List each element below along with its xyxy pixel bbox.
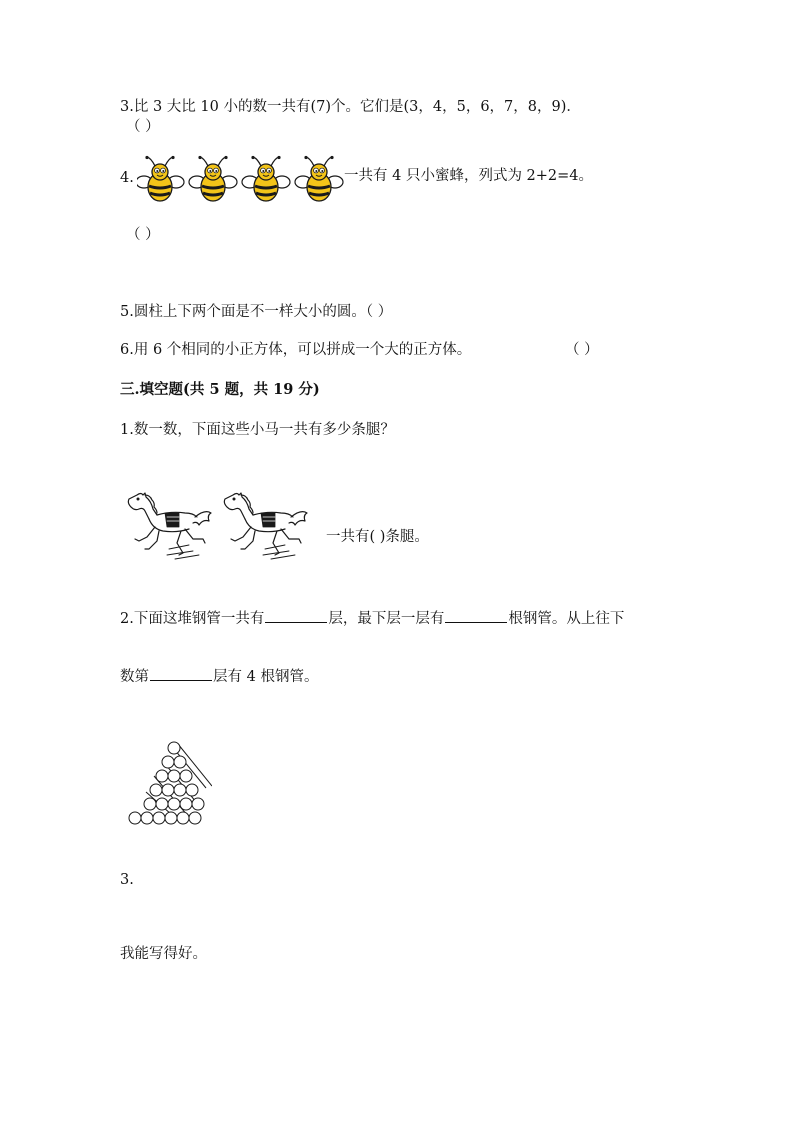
bee-2 <box>189 156 237 201</box>
fill-q2-line2 <box>120 664 318 687</box>
judge-q4-text: 一共有 4 只小蜜蜂，列式为 2+2=4。 <box>344 168 594 184</box>
fill-q1-text: 1.数一数，下面这些小马一共有多少条腿？ <box>120 422 395 438</box>
bee-1 <box>137 156 184 201</box>
fill-q2-part5: 层有 4 根钢管。 <box>213 669 319 685</box>
fill-q3-number: 3. <box>120 872 134 888</box>
judge-q6-text: 6.用 6 个相同的小正方体，可以拼成一个大的正方体。 <box>120 342 472 358</box>
judge-q4-answer[interactable]: （ ） <box>126 227 160 243</box>
fill-q2-part3: 根钢管。从上往下 <box>508 611 625 627</box>
judge-q4-number: 4. <box>120 170 134 186</box>
fill-q2-blank-layers[interactable] <box>265 606 327 623</box>
horse-2 <box>224 493 307 559</box>
section-title: 三.填空题(共 5 题，共 19 分) <box>120 381 320 398</box>
fill-q2-blank-row[interactable] <box>150 664 212 681</box>
judge-q5-text: 5.圆柱上下两个面是不一样大小的圆。（ ） <box>120 304 393 320</box>
judge-q3-answer[interactable]: （ ） <box>126 119 160 135</box>
fill-q1-answer[interactable]: 一共有( )条腿。 <box>326 529 429 545</box>
fill-q2-blank-bottom[interactable] <box>445 606 507 623</box>
fill-q2-part1: 2.下面这堆钢管一共有 <box>120 611 265 627</box>
judge-q6-answer[interactable]: （ ） <box>565 342 599 358</box>
fill-q2-part2: 层，最下层一层有 <box>328 611 445 627</box>
horse-1 <box>128 493 211 559</box>
pipe-pile-illustration <box>126 740 212 828</box>
bee-4 <box>295 156 343 201</box>
fill-q3-text: 我能写得好。 <box>120 946 207 962</box>
judge-q3-text: 3.比 3 大比 10 小的数一共有(7)个。它们是(3，4，5，6，7，8，9)． <box>120 99 581 115</box>
fill-q2-line1 <box>120 606 624 629</box>
horse-illustration <box>123 489 319 561</box>
fill-q2-part4: 数第 <box>120 669 149 685</box>
bee-3 <box>242 156 290 201</box>
bee-illustration <box>137 154 345 204</box>
